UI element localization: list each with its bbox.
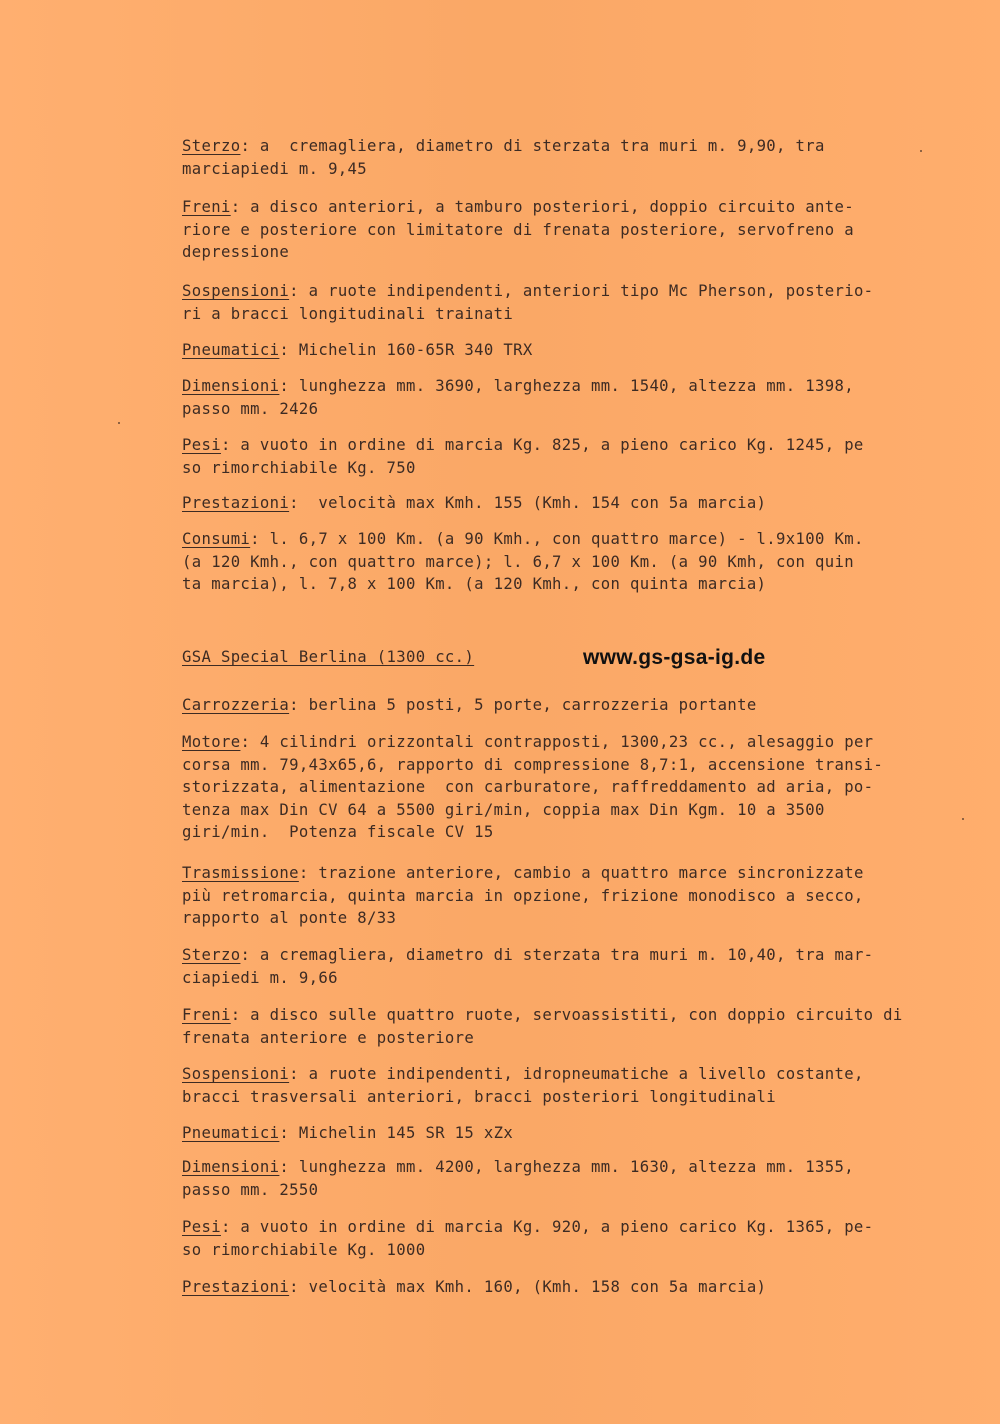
- spec-label: Dimensioni: [182, 1158, 280, 1176]
- spec-label: Dimensioni: [182, 377, 280, 395]
- spec-pneumatici-1: Pneumatici: Michelin 160-65R 340 TRX: [182, 341, 533, 359]
- spec-motore-2: Motore: 4 cilindri orizzontali contrapposti, 1300,23 cc., alesaggio per corsa mm. 79,43x65,6, rapporto di compressione 8,7:1, accensione transi- storizzata, alimentazione con carburatore, raffreddamento ad aria, po- tenza max Din CV 64 a 5500 giri/min, coppia max Din Kgm. 10 a 3500 giri/min. Potenza fiscale CV 15: [182, 733, 884, 842]
- spec-freni-1: Freni: a disco anteriori, a tamburo posteriori, doppio circuito ante- riore e posteriore con limitatore di frenata posteriore, servofreno a depressione: [182, 198, 854, 262]
- spec-label: Prestazioni: [182, 494, 290, 512]
- spec-label: Consumi: [182, 530, 251, 548]
- spec-label: Freni: [182, 198, 231, 216]
- spec-label: Trasmissione: [182, 864, 299, 882]
- spec-prestazioni-2: Prestazioni: velocità max Kmh. 160, (Kmh. 158 con 5a marcia): [182, 1278, 767, 1296]
- spec-label: Motore: [182, 733, 241, 751]
- spec-label: Carrozzeria: [182, 696, 290, 714]
- watermark-url: www.gs-gsa-ig.de: [583, 646, 766, 669]
- spec-dimensioni-2: Dimensioni: lunghezza mm. 4200, larghezza mm. 1630, altezza mm. 1355, passo mm. 2550: [182, 1158, 854, 1199]
- spec-sterzo-2: Sterzo: a cremagliera, diametro di sterzata tra muri m. 10,40, tra mar- ciapiedi m. 9,66: [182, 946, 874, 987]
- spec-prestazioni-1: Prestazioni: velocità max Kmh. 155 (Kmh. 154 con 5a marcia): [182, 494, 767, 512]
- spec-carrozzeria-2: Carrozzeria: berlina 5 posti, 5 porte, carrozzeria portante: [182, 696, 757, 714]
- spec-trasmissione-2: Trasmissione: trazione anteriore, cambio a quattro marce sincronizzate più retromarcia, quinta marcia in opzione, frizione monodisco a secco, rapporto al ponte 8/33: [182, 864, 864, 928]
- spec-label: Pesi: [182, 436, 221, 454]
- spec-consumi-1: Consumi: l. 6,7 x 100 Km. (a 90 Kmh., con quattro marce) - l.9x100 Km. (a 120 Kmh., con quattro marce); l. 6,7 x 100 Km. (a 90 Kmh, con quin ta marcia), l. 7,8 x 100 Km. (a 120 Kmh., con quinta marcia): [182, 530, 864, 594]
- paper-speck: [920, 150, 922, 152]
- spec-label: Pneumatici: [182, 341, 280, 359]
- spec-label: Sospensioni: [182, 282, 290, 300]
- spec-pneumatici-2: Pneumatici: Michelin 145 SR 15 xZx: [182, 1124, 514, 1142]
- spec-label: Sterzo: [182, 946, 241, 964]
- spec-pesi-2: Pesi: a vuoto in ordine di marcia Kg. 920, a pieno carico Kg. 1365, pe- so rimorchiabile Kg. 1000: [182, 1218, 874, 1259]
- spec-label: Pneumatici: [182, 1124, 280, 1142]
- spec-pesi-1: Pesi: a vuoto in ordine di marcia Kg. 825, a pieno carico Kg. 1245, pe so rimorchiabile Kg. 750: [182, 436, 864, 477]
- spec-label: Prestazioni: [182, 1278, 290, 1296]
- spec-label: Sospensioni: [182, 1065, 290, 1083]
- spec-sospensioni-2: Sospensioni: a ruote indipendenti, idropneumatiche a livello costante, bracci trasversali anteriori, bracci posteriori longitudinali: [182, 1065, 864, 1106]
- spec-sterzo-1: Sterzo: a cremagliera, diametro di sterzata tra muri m. 9,90, tra marciapiedi m. 9,45: [182, 137, 825, 178]
- spec-dimensioni-1: Dimensioni: lunghezza mm. 3690, larghezza mm. 1540, altezza mm. 1398, passo mm. 2426: [182, 377, 854, 418]
- spec-label: Freni: [182, 1006, 231, 1024]
- paper-speck: [118, 422, 120, 424]
- spec-freni-2: Freni: a disco sulle quattro ruote, servoassistiti, con doppio circuito di frenata anteriore e posteriore: [182, 1006, 903, 1047]
- spec-label: Pesi: [182, 1218, 221, 1236]
- paper-speck: [962, 818, 964, 820]
- spec-sospensioni-1: Sospensioni: a ruote indipendenti, anteriori tipo Mc Pherson, posterio- ri a bracci longitudinali trainati: [182, 282, 874, 323]
- spec-label: Sterzo: [182, 137, 241, 155]
- section-title: GSA Special Berlina (1300 cc.): [182, 648, 475, 666]
